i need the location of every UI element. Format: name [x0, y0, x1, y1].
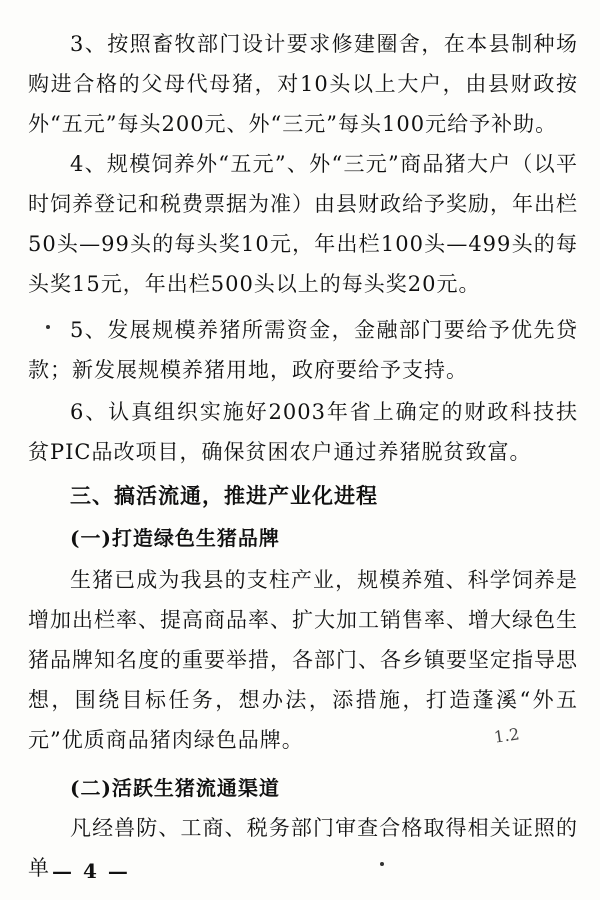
scan-speck [380, 862, 384, 866]
paragraph-item-4: 4、规模饲养外“五元”、外“三元”商品猪大户（以平时饲养登记和税费票据为准）由县财政给予奖励，年出栏50头—99头的每头奖10元，年出栏100头—499头的每头奖15元，年出栏500头以上的每头奖20元。 [28, 152, 578, 296]
subsection-body-circulation: 凡经兽防、工商、税务部门审查合格取得相关证照的单 [28, 816, 578, 880]
subsection-body-brand: 生猪已成为我县的支柱产业，规模养殖、科学饲养是增加出栏率、提高商品率、扩大加工销售率、增大绿色生猪品牌知名度的重要举措，各部门、各乡镇要坚定指导思想，围绕目标任务，想办法，添措施，打造蓬溪“外五元”优质商品猪肉绿色品牌。 [28, 568, 578, 752]
paragraph-item-3: 3、按照畜牧部门设计要求修建圈舍，在本县制种场购进合格的父母代母猪，对10头以上大户，由县财政按外“五元”每头200元、外“三元”每头100元给予补助。 [28, 32, 578, 136]
subsection-title-circulation: (二)活跃生猪流通渠道 [70, 776, 280, 800]
paragraph-item-6: 6、认真组织实施好2003年省上确定的财政科技扶贫PIC品改项目，确保贫困农户通过养猪脱贫致富。 [28, 400, 578, 464]
page-number: — 4 — [52, 859, 130, 883]
subsection-title-brand: (一)打造绿色生猪品牌 [70, 526, 280, 550]
paragraph-item-5: 5、发展规模养猪所需资金，金融部门要给予优先贷款；新发展规模养猪用地，政府要给予支持。 [28, 318, 578, 382]
margin-handwritten-mark: 1.2 [492, 724, 521, 747]
scan-speck [46, 325, 50, 329]
section-heading: 三、搞活流通，推进产业化进程 [70, 483, 378, 508]
